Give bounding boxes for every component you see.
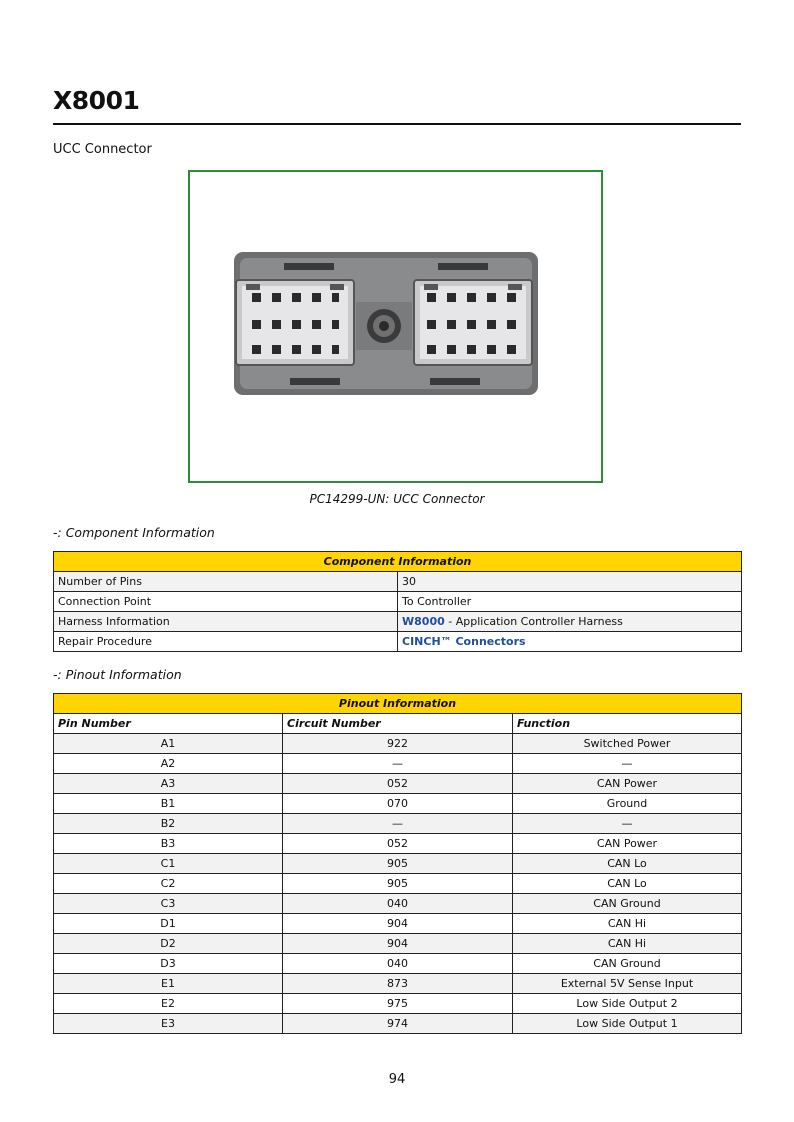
table-row — [54, 1014, 742, 1034]
circuit-number-cell: — — [283, 754, 513, 774]
pinout-table-title: Pinout Information — [54, 694, 742, 714]
pinout-section-label: -: Pinout Information — [53, 667, 182, 682]
pin-number-cell: D1 — [54, 914, 283, 934]
table-row — [54, 754, 742, 774]
table-row — [54, 814, 742, 834]
component-field-name: Repair Procedure — [54, 632, 398, 652]
table-row — [54, 934, 742, 954]
table-row — [54, 632, 742, 652]
table-row — [54, 834, 742, 854]
repair-procedure-link[interactable]: CINCH™ Connectors — [402, 635, 526, 648]
function-cell: CAN Hi — [513, 934, 742, 954]
circuit-number-cell: 975 — [283, 994, 513, 1014]
table-row — [54, 914, 742, 934]
column-header-function: Function — [513, 714, 742, 734]
pin-number-cell: B3 — [54, 834, 283, 854]
component-field-name: Number of Pins — [54, 572, 398, 592]
circuit-number-cell: — — [283, 814, 513, 834]
component-section-label: -: Component Information — [53, 525, 215, 540]
harness-description: - Application Controller Harness — [444, 615, 623, 628]
table-row — [54, 894, 742, 914]
pin-number-cell: A3 — [54, 774, 283, 794]
title-divider — [53, 123, 741, 125]
harness-link[interactable]: W8000 — [402, 615, 445, 628]
pinout-body — [54, 734, 742, 1034]
pin-number-cell: A2 — [54, 754, 283, 774]
table-row — [54, 734, 742, 754]
column-header-pin: Pin Number — [54, 714, 283, 734]
page-title: X8001 — [53, 86, 140, 115]
circuit-number-cell: 070 — [283, 794, 513, 814]
table-row — [54, 774, 742, 794]
circuit-number-cell: 873 — [283, 974, 513, 994]
circuit-number-cell: 905 — [283, 874, 513, 894]
component-table — [53, 551, 742, 652]
pin-number-cell: A1 — [54, 734, 283, 754]
column-header-circuit: Circuit Number — [283, 714, 513, 734]
table-row — [54, 592, 742, 612]
function-cell: Ground — [513, 794, 742, 814]
figure-caption: PC14299-UN: UCC Connector — [309, 492, 485, 506]
page-subtitle: UCC Connector — [53, 142, 152, 157]
function-cell: CAN Lo — [513, 874, 742, 894]
circuit-number-cell: 040 — [283, 954, 513, 974]
table-row — [54, 612, 742, 632]
function-cell: Switched Power — [513, 734, 742, 754]
function-cell: — — [513, 754, 742, 774]
pin-number-cell: D3 — [54, 954, 283, 974]
circuit-number-cell: 040 — [283, 894, 513, 914]
function-cell: External 5V Sense Input — [513, 974, 742, 994]
function-cell: Low Side Output 2 — [513, 994, 742, 1014]
circuit-number-cell: 904 — [283, 934, 513, 954]
component-field-value: 30 — [398, 572, 742, 592]
function-cell: — — [513, 814, 742, 834]
table-row — [54, 874, 742, 894]
function-cell: CAN Lo — [513, 854, 742, 874]
function-cell: CAN Ground — [513, 894, 742, 914]
pinout-table — [53, 693, 742, 1034]
table-row — [54, 854, 742, 874]
table-row — [54, 794, 742, 814]
page-number: 94 — [388, 1072, 406, 1087]
circuit-number-cell: 052 — [283, 774, 513, 794]
table-row — [54, 994, 742, 1014]
component-field-value — [398, 632, 742, 652]
table-row — [54, 954, 742, 974]
connector-figure — [188, 170, 603, 483]
connector-illustration — [190, 172, 601, 481]
component-field-value — [398, 612, 742, 632]
pin-number-cell: D2 — [54, 934, 283, 954]
circuit-number-cell: 904 — [283, 914, 513, 934]
circuit-number-cell: 974 — [283, 1014, 513, 1034]
component-field-name: Connection Point — [54, 592, 398, 612]
function-cell: CAN Power — [513, 834, 742, 854]
circuit-number-cell: 052 — [283, 834, 513, 854]
circuit-number-cell: 905 — [283, 854, 513, 874]
pin-number-cell: B2 — [54, 814, 283, 834]
pinout-header-row — [54, 714, 742, 734]
component-field-value: To Controller — [398, 592, 742, 612]
pin-number-cell: C1 — [54, 854, 283, 874]
pin-number-cell: C2 — [54, 874, 283, 894]
circuit-number-cell: 922 — [283, 734, 513, 754]
function-cell: CAN Hi — [513, 914, 742, 934]
function-cell: CAN Ground — [513, 954, 742, 974]
pin-number-cell: B1 — [54, 794, 283, 814]
function-cell: CAN Power — [513, 774, 742, 794]
pin-number-cell: E1 — [54, 974, 283, 994]
component-field-name: Harness Information — [54, 612, 398, 632]
component-table-title: Component Information — [54, 552, 742, 572]
table-row — [54, 974, 742, 994]
pin-number-cell: E3 — [54, 1014, 283, 1034]
table-row — [54, 572, 742, 592]
pin-number-cell: C3 — [54, 894, 283, 914]
pin-number-cell: E2 — [54, 994, 283, 1014]
function-cell: Low Side Output 1 — [513, 1014, 742, 1034]
